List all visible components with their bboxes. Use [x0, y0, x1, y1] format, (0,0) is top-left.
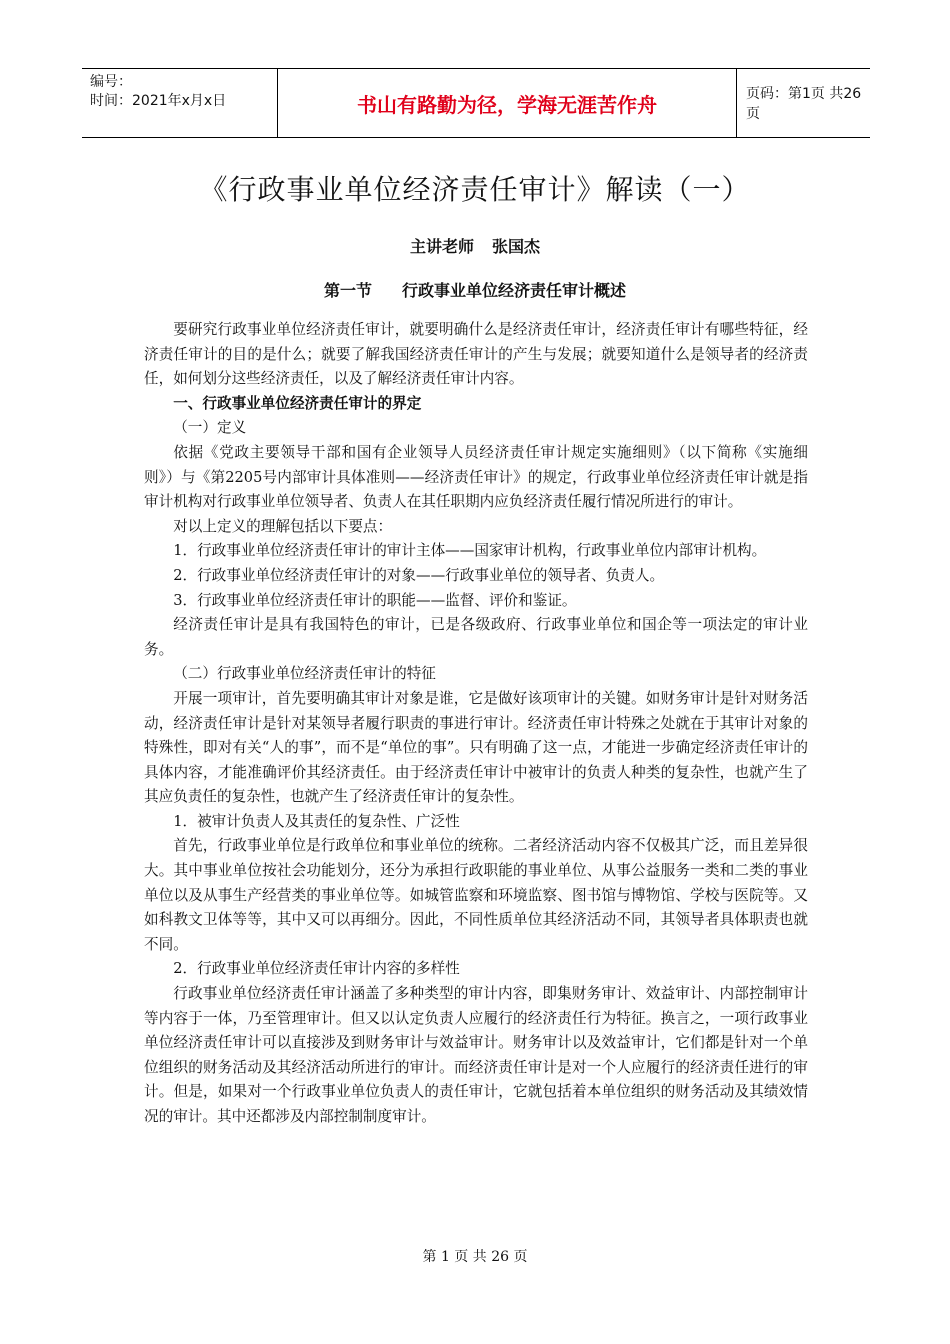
paragraph: 对以上定义的理解包括以下要点： [173, 517, 393, 535]
lecturer-role: 主讲老师 [409, 237, 474, 256]
list-item: 1．行政事业单位经济责任审计的审计主体——国家审计机构，行政事业单位内部审计机构。 [173, 542, 767, 560]
document-title: 《行政事业单位经济责任审计》解读（一） [199, 173, 751, 206]
list-item: 2．行政事业单位经济责任审计的对象——行政事业单位的领导者、负责人。 [173, 566, 665, 584]
paragraph: 依据《党政主要领导干部和国有企业领导人员经济责任审计规定实施细则》（以下简称《实施细则》）与《第2205号内部审计具体准则——经济责任审计》的规定，行政事业单位经济责任审计就是指审计机构对行政事业单位领导者、负责人在其任职期内应负经济责任履行情况所进行的审计。 [144, 443, 808, 511]
paragraph: 首先，行政事业单位是行政单位和事业单位的统称。二者经济活动内容不仅极其广泛，而且差异很大。其中事业单位按社会功能划分，还分为承担行政职能的事业单位、从事公益服务一类和二类的事业单位以及从事生产经营类的事业单位等。如城管监察和环境监察、图书馆与博物馆、学校与医院等。又如科教文卫体等等，其中又可以再细分。因此，不同性质单位其经济活动不同，其领导者具体职责也就不同。 [144, 837, 808, 953]
number-label: 编号： [90, 74, 132, 90]
header-page-label: 页码：第1页 共26页 [746, 86, 862, 122]
header-motto: 书山有路勤为径，学海无涯苦作舟 [278, 69, 737, 137]
section-number: 第一节 [323, 281, 372, 300]
list-item: 2．行政事业单位经济责任审计内容的多样性 [173, 960, 460, 978]
list-item: 1．被审计负责人及其责任的复杂性、广泛性 [173, 812, 460, 830]
paragraph: 要研究行政事业单位经济责任审计，就要明确什么是经济责任审计，经济责任审计有哪些特征，经济责任审计的目的是什么；就要了解我国经济责任审计的产生与发展；就要知道什么是领导者的经济责任，如何划分这些经济责任，以及了解经济责任审计内容。 [144, 321, 808, 388]
section-heading [0, 278, 950, 301]
paragraph: 行政事业单位经济责任审计涵盖了多种类型的审计内容，即集财务审计、效益审计、内部控制审计等内容于一体，乃至管理审计。但又以认定负责人应履行的经济责任行为特征。换言之，一项行政事业单位经济责任审计可以直接涉及到财务审计与效益审计。财务审计以及效益审计，它们都是针对一个单位组织的财务活动及其经济活动所进行的审计。而经济责任审计是对一个人应履行的经济责任进行的审计。但是，如果对一个行政事业单位负责人的责任审计，它就包括着本单位组织的财务活动及其绩效情况的审计。其中还都涉及内部控制制度审计。 [144, 985, 808, 1125]
subheading: 一、行政事业单位经济责任审计的界定 [173, 394, 422, 412]
body-text [144, 318, 808, 1130]
time-label: 时间：2021年x月x日 [90, 93, 227, 109]
page-header [82, 68, 870, 138]
paragraph: （一）定义 [173, 419, 247, 437]
lecturer-name: 张国杰 [492, 237, 541, 256]
paragraph: 经济责任审计是具有我国特色的审计，已是各级政府、行政事业单位和国企等一项法定的审计业务。 [144, 616, 808, 658]
page-footer: 第 1 页 共 26 页 [422, 1249, 528, 1265]
paragraph: 开展一项审计，首先要明确其审计对象是谁，它是做好该项审计的关键。如财务审计是针对财务活动，经济责任审计是针对某领导者履行职责的事进行审计。经济责任审计特殊之处就在于其审计对象的特殊性，即对有关“人的事”，而不是“单位的事”。只有明确了这一点，才能进一步确定经济责任审计的具体内容，才能准确评价其经济责任。由于经济责任审计中被审计的负责人种类的复杂性，也就产生了其应负责任的复杂性，也就产生了经济责任审计的复杂性。 [144, 689, 808, 806]
lecturer-line [0, 234, 950, 257]
paragraph: （二）行政事业单位经济责任审计的特征 [173, 665, 436, 683]
list-item: 3．行政事业单位经济责任审计的职能——监督、评价和鉴证。 [173, 591, 577, 609]
section-name: 行政事业单位经济责任审计概述 [402, 281, 627, 300]
header-meta-cell [82, 69, 278, 137]
